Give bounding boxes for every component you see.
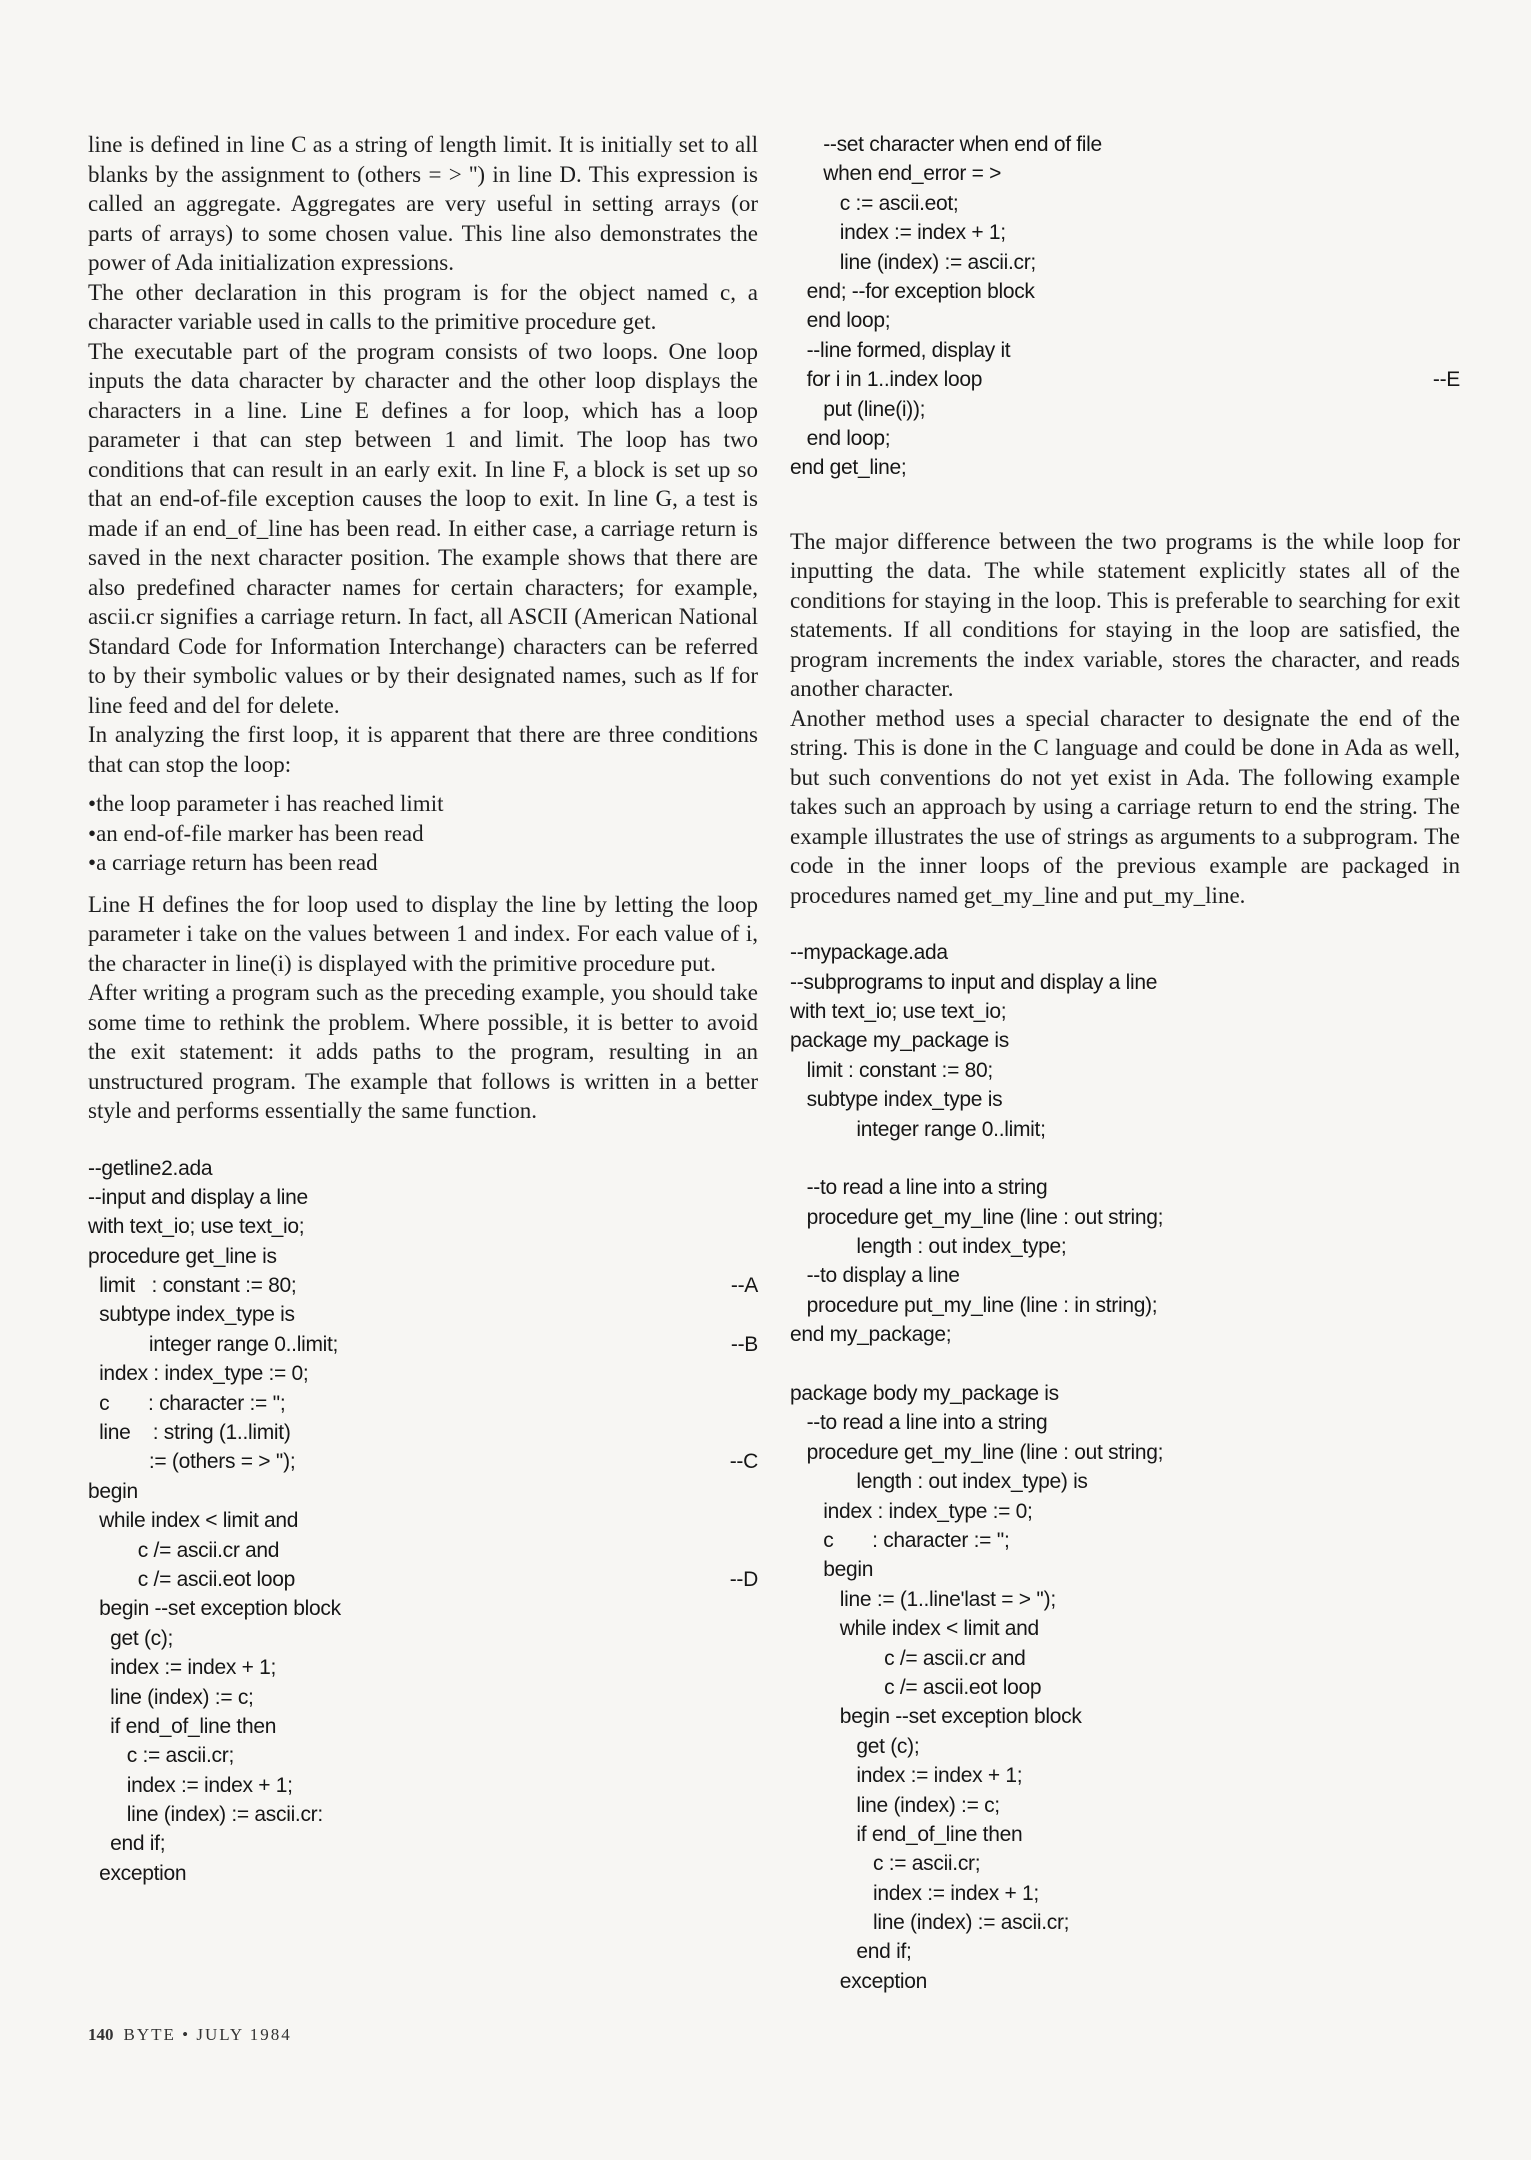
paragraph: Line H defines the for loop used to display the line by letting the loop parameter i take on the values between 1 and index. For each value of i, the character in line(i) is displayed with the primitive procedure put. bbox=[88, 891, 758, 976]
code-line: while index < limit and bbox=[88, 1509, 299, 1533]
bullet-list bbox=[88, 789, 758, 878]
code-line: line := (1..line'last = > ''); bbox=[790, 1587, 1056, 1611]
line-marker: --C bbox=[729, 1450, 758, 1474]
code-listing-mypackage bbox=[790, 938, 1460, 1996]
code-line: end loop; bbox=[790, 309, 891, 333]
paragraph: In analyzing the first loop, it is apparent that there are three conditions that can stop the loop: bbox=[88, 722, 758, 777]
code-line: package my_package is bbox=[790, 1029, 1009, 1053]
page-footer bbox=[88, 2025, 292, 2045]
code-line: index := index + 1; bbox=[88, 1773, 293, 1797]
code-line: length : out index_type) is bbox=[790, 1470, 1088, 1494]
code-line: line : string (1..limit) bbox=[88, 1421, 291, 1445]
code-line: procedure get_my_line (line : out string; bbox=[790, 1205, 1164, 1229]
code-line: limit : constant := 80; --A bbox=[88, 1271, 758, 1300]
code-line: end loop; bbox=[790, 426, 891, 450]
code-line: integer range 0..limit; bbox=[790, 1117, 1046, 1141]
code-line: c /= ascii.eot loop bbox=[790, 1675, 1042, 1699]
code-line: end; --for exception block bbox=[790, 279, 1035, 303]
line-marker: --A bbox=[730, 1274, 758, 1298]
code-line: c : character := ''; bbox=[790, 1529, 1010, 1552]
code-line: index : index_type := 0; bbox=[88, 1362, 309, 1386]
code-line bbox=[790, 1350, 1460, 1379]
code-line: if end_of_line then bbox=[790, 1822, 1023, 1846]
code-line: exception bbox=[790, 1969, 928, 1993]
paragraph: Another method uses a special character to designate the end of the string. This is done in the C language and could be done in Ada as well, but such conventions do not yet exist in Ada. The following example takes such an approach by using a carriage return to end the string. The example illustrates the use of strings as arguments to a subprogram. The code in the inner loops of the previous example are packaged in procedures named get_my_line and put_my_line. bbox=[790, 705, 1460, 908]
code-line: procedure put_my_line (line : in string); bbox=[790, 1293, 1158, 1317]
code-line: line (index) := c; bbox=[790, 1793, 1000, 1817]
code-line: with text_io; use text_io; bbox=[790, 999, 1007, 1023]
code-line: while index < limit and bbox=[790, 1617, 1039, 1641]
code-line: --subprograms to input and display a line bbox=[790, 970, 1158, 994]
code-line: exception bbox=[88, 1861, 187, 1885]
code-line: --line formed, display it bbox=[790, 338, 1011, 362]
code-line: index := index + 1; bbox=[790, 1881, 1039, 1905]
bullet-item: • a carriage return has been read bbox=[88, 848, 758, 878]
code-line: c := ascii.cr; bbox=[88, 1744, 234, 1768]
code-line: := (others = > ''); --C bbox=[88, 1447, 758, 1476]
code-line: --mypackage.ada bbox=[790, 941, 948, 965]
page-number: 140 bbox=[88, 2025, 114, 2044]
code-line: subtype index_type is bbox=[790, 1088, 1003, 1112]
code-line: length : out index_type; bbox=[790, 1235, 1067, 1259]
code-line: index : index_type := 0; bbox=[790, 1499, 1033, 1523]
code-line: index := index + 1; bbox=[790, 221, 1006, 245]
paragraph: The major difference between the two programs is the while loop for inputting the data. The while statement explicitly states all of the conditions for staying in the loop. This is preferable to searching for exit statements. If all conditions for staying in the loop are satisfied, the program increments the index variable, stores the character, and reads another character. bbox=[790, 528, 1460, 702]
code-line bbox=[790, 1144, 1460, 1173]
left-prose-2 bbox=[88, 890, 758, 1126]
code-line: end get_line; bbox=[790, 456, 907, 480]
code-line: end if; bbox=[790, 1940, 912, 1964]
paragraph: The other declaration in this program is for the object named c, a character variable used in calls to the primitive procedure get. bbox=[88, 279, 758, 334]
left-prose bbox=[88, 130, 758, 779]
code-line: limit : constant := 80; bbox=[790, 1058, 993, 1082]
line-marker: --E bbox=[1432, 368, 1460, 392]
code-line: c := ascii.cr; bbox=[790, 1852, 981, 1876]
code-line: package body my_package is bbox=[790, 1382, 1059, 1406]
code-line: line (index) := ascii.cr; bbox=[790, 1911, 1070, 1935]
code-line: integer range 0..limit; --B bbox=[88, 1330, 758, 1359]
code-line: procedure get_line is bbox=[88, 1244, 277, 1268]
code-line: --to read a line into a string bbox=[790, 1176, 1048, 1200]
code-line: --to display a line bbox=[790, 1264, 960, 1288]
code-line: with text_io; use text_io; bbox=[88, 1215, 305, 1239]
code-line: line (index) := ascii.cr; bbox=[790, 250, 1036, 274]
code-line: --set character when end of file bbox=[790, 133, 1102, 156]
code-line: procedure get_my_line (line : out string; bbox=[790, 1440, 1164, 1464]
paragraph: The executable part of the program consists of two loops. One loop inputs the data character by character and the other loop displays the characters in a line. Line E defines a for loop, which has a loop parameter i that can step between 1 and limit. The loop has two conditions that can result in an early exit. In line F, a block is set up so that an end-of-file exception causes the loop to exit. In line G, a test is made if an end_of_line has been read. In either case, a carriage return is saved in the next character position. The example shows that there are also predefined character names for certain characters; for example, ascii.cr signifies a carriage return. In fact, all ASCII (American National Standard Code for Information Interchange) characters can be referred to by their symbolic values or by their designated names, such as lf for line feed and del for delete. bbox=[88, 338, 758, 718]
bullet-item: • the loop parameter i has reached limit bbox=[88, 789, 758, 819]
code-line: --to read a line into a string bbox=[790, 1411, 1048, 1435]
code-line: c /= ascii.cr and bbox=[88, 1538, 280, 1562]
code-line: --input and display a line bbox=[88, 1185, 308, 1209]
bullet-item: • an end-of-file marker has been read bbox=[88, 819, 758, 849]
code-line: for i in 1..index loop --E bbox=[790, 365, 1460, 394]
code-line: put (line(i)); bbox=[790, 397, 926, 421]
code-line: c := ascii.eot; bbox=[790, 191, 959, 215]
code-line: --getline2.ada bbox=[88, 1156, 213, 1180]
code-line: when end_error = > bbox=[790, 162, 1002, 186]
code-line: end if; bbox=[88, 1832, 166, 1856]
code-line: c /= ascii.cr and bbox=[790, 1646, 1026, 1670]
code-line: begin --set exception block bbox=[790, 1705, 1082, 1729]
code-line: subtype index_type is bbox=[88, 1303, 295, 1327]
left-column bbox=[88, 130, 758, 1888]
publication-line: BYTE • JULY 1984 bbox=[123, 2025, 292, 2044]
paragraph: line is defined in line C as a string of length limit. It is initially set to all blanks by the assignment to (others = > '') in line D. This expression is called an aggregate. Aggregates are very useful in setting arrays (or parts of arrays) to some chosen value. This line also demonstrates the power of Ada initialization expressions. bbox=[88, 132, 758, 275]
code-line: c /= ascii.eot loop --D bbox=[88, 1565, 758, 1594]
line-marker: --D bbox=[729, 1567, 758, 1591]
code-listing-continued bbox=[790, 130, 1460, 483]
code-line: get (c); bbox=[790, 1734, 920, 1758]
right-column bbox=[790, 130, 1460, 1996]
code-line: index := index + 1; bbox=[88, 1656, 277, 1680]
code-line: begin bbox=[88, 1479, 138, 1503]
code-line: index := index + 1; bbox=[790, 1764, 1023, 1788]
code-line: c : character := ''; bbox=[88, 1391, 286, 1415]
code-listing-getline2 bbox=[88, 1154, 758, 1889]
line-marker: --B bbox=[730, 1332, 758, 1356]
paragraph: After writing a program such as the preceding example, you should take some time to rethink the problem. Where possible, it is better to avoid the exit statement: it adds paths to the program, resulting in an unstructured program. The example that follows is written in a better style and performs essentially the same function. bbox=[88, 980, 758, 1123]
code-line: get (c); bbox=[88, 1626, 174, 1650]
code-line: line (index) := c; bbox=[88, 1685, 254, 1709]
right-prose bbox=[790, 527, 1460, 911]
code-line: begin --set exception block bbox=[88, 1597, 341, 1621]
code-line: if end_of_line then bbox=[88, 1714, 277, 1738]
code-line: begin bbox=[790, 1558, 874, 1582]
code-line: line (index) := ascii.cr: bbox=[88, 1803, 323, 1827]
code-line: end my_package; bbox=[790, 1323, 952, 1347]
